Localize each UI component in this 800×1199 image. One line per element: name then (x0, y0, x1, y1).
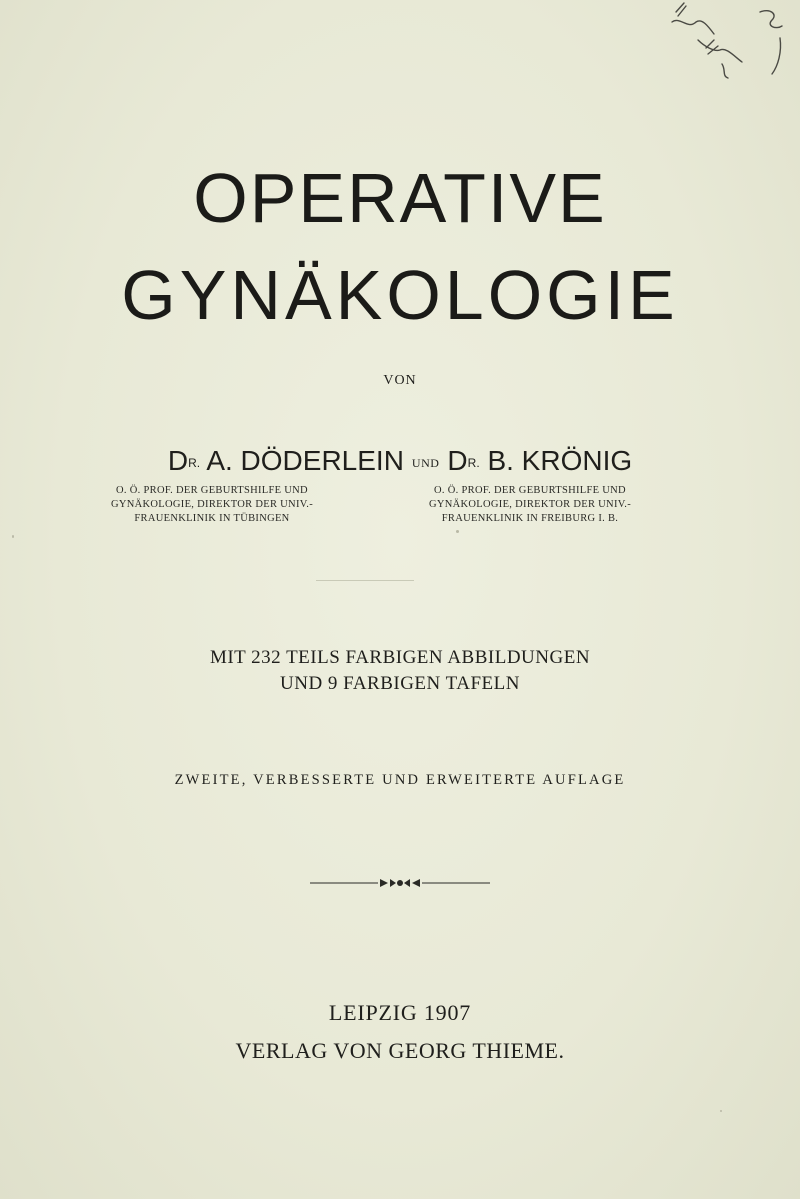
affiliation-left-line: GYNÄKOLOGIE, DIREKTOR DER UNIV.- (111, 499, 313, 510)
author-conjunction: UND (411, 455, 440, 470)
paper-speck (456, 530, 459, 533)
title-line-1: OPERATIVE (193, 159, 607, 237)
title-line-2: GYNÄKOLOGIE (121, 256, 679, 334)
divider-rule (316, 580, 414, 581)
place-and-year: LEIPZIG 1907 (328, 1000, 472, 1025)
affiliation-left-line: FRAUENKLINIK IN TÜBINGEN (134, 513, 290, 524)
paper-speck (720, 1110, 722, 1112)
author-left: $D^{R.}$ A. DÖDERLEIN (167, 445, 404, 476)
affiliation-right-line: GYNÄKOLOGIE, DIREKTOR DER UNIV.- (429, 499, 631, 510)
publisher: VERLAG VON GEORG THIEME. (235, 1038, 565, 1063)
affiliation-left (62, 484, 362, 526)
illustrations-line-2: UND 9 FARBIGEN TAFELN (280, 673, 520, 694)
handwritten-shelfmark (662, 0, 792, 95)
by-label: VON (383, 373, 417, 388)
affiliation-left-line: O. Ö. PROF. DER GEBURTSHILFE UND (116, 485, 308, 496)
paper-speck (12, 535, 14, 538)
edition-statement: ZWEITE, VERBESSERTE UND ERWEITERTE AUFLAGE (174, 772, 626, 788)
affiliation-right-line: FRAUENKLINIK IN FREIBURG I. B. (441, 513, 619, 524)
illustrations-line-1: MIT 232 TEILS FARBIGEN ABBILDUNGEN (209, 647, 591, 668)
author-right: $D^{R.}$ B. KRÖNIG (447, 445, 633, 476)
affiliation-right-line: O. Ö. PROF. DER GEBURTSHILFE UND (434, 485, 626, 496)
authors-line (0, 443, 800, 481)
printer-ornament (300, 876, 500, 890)
affiliation-right (390, 484, 670, 526)
